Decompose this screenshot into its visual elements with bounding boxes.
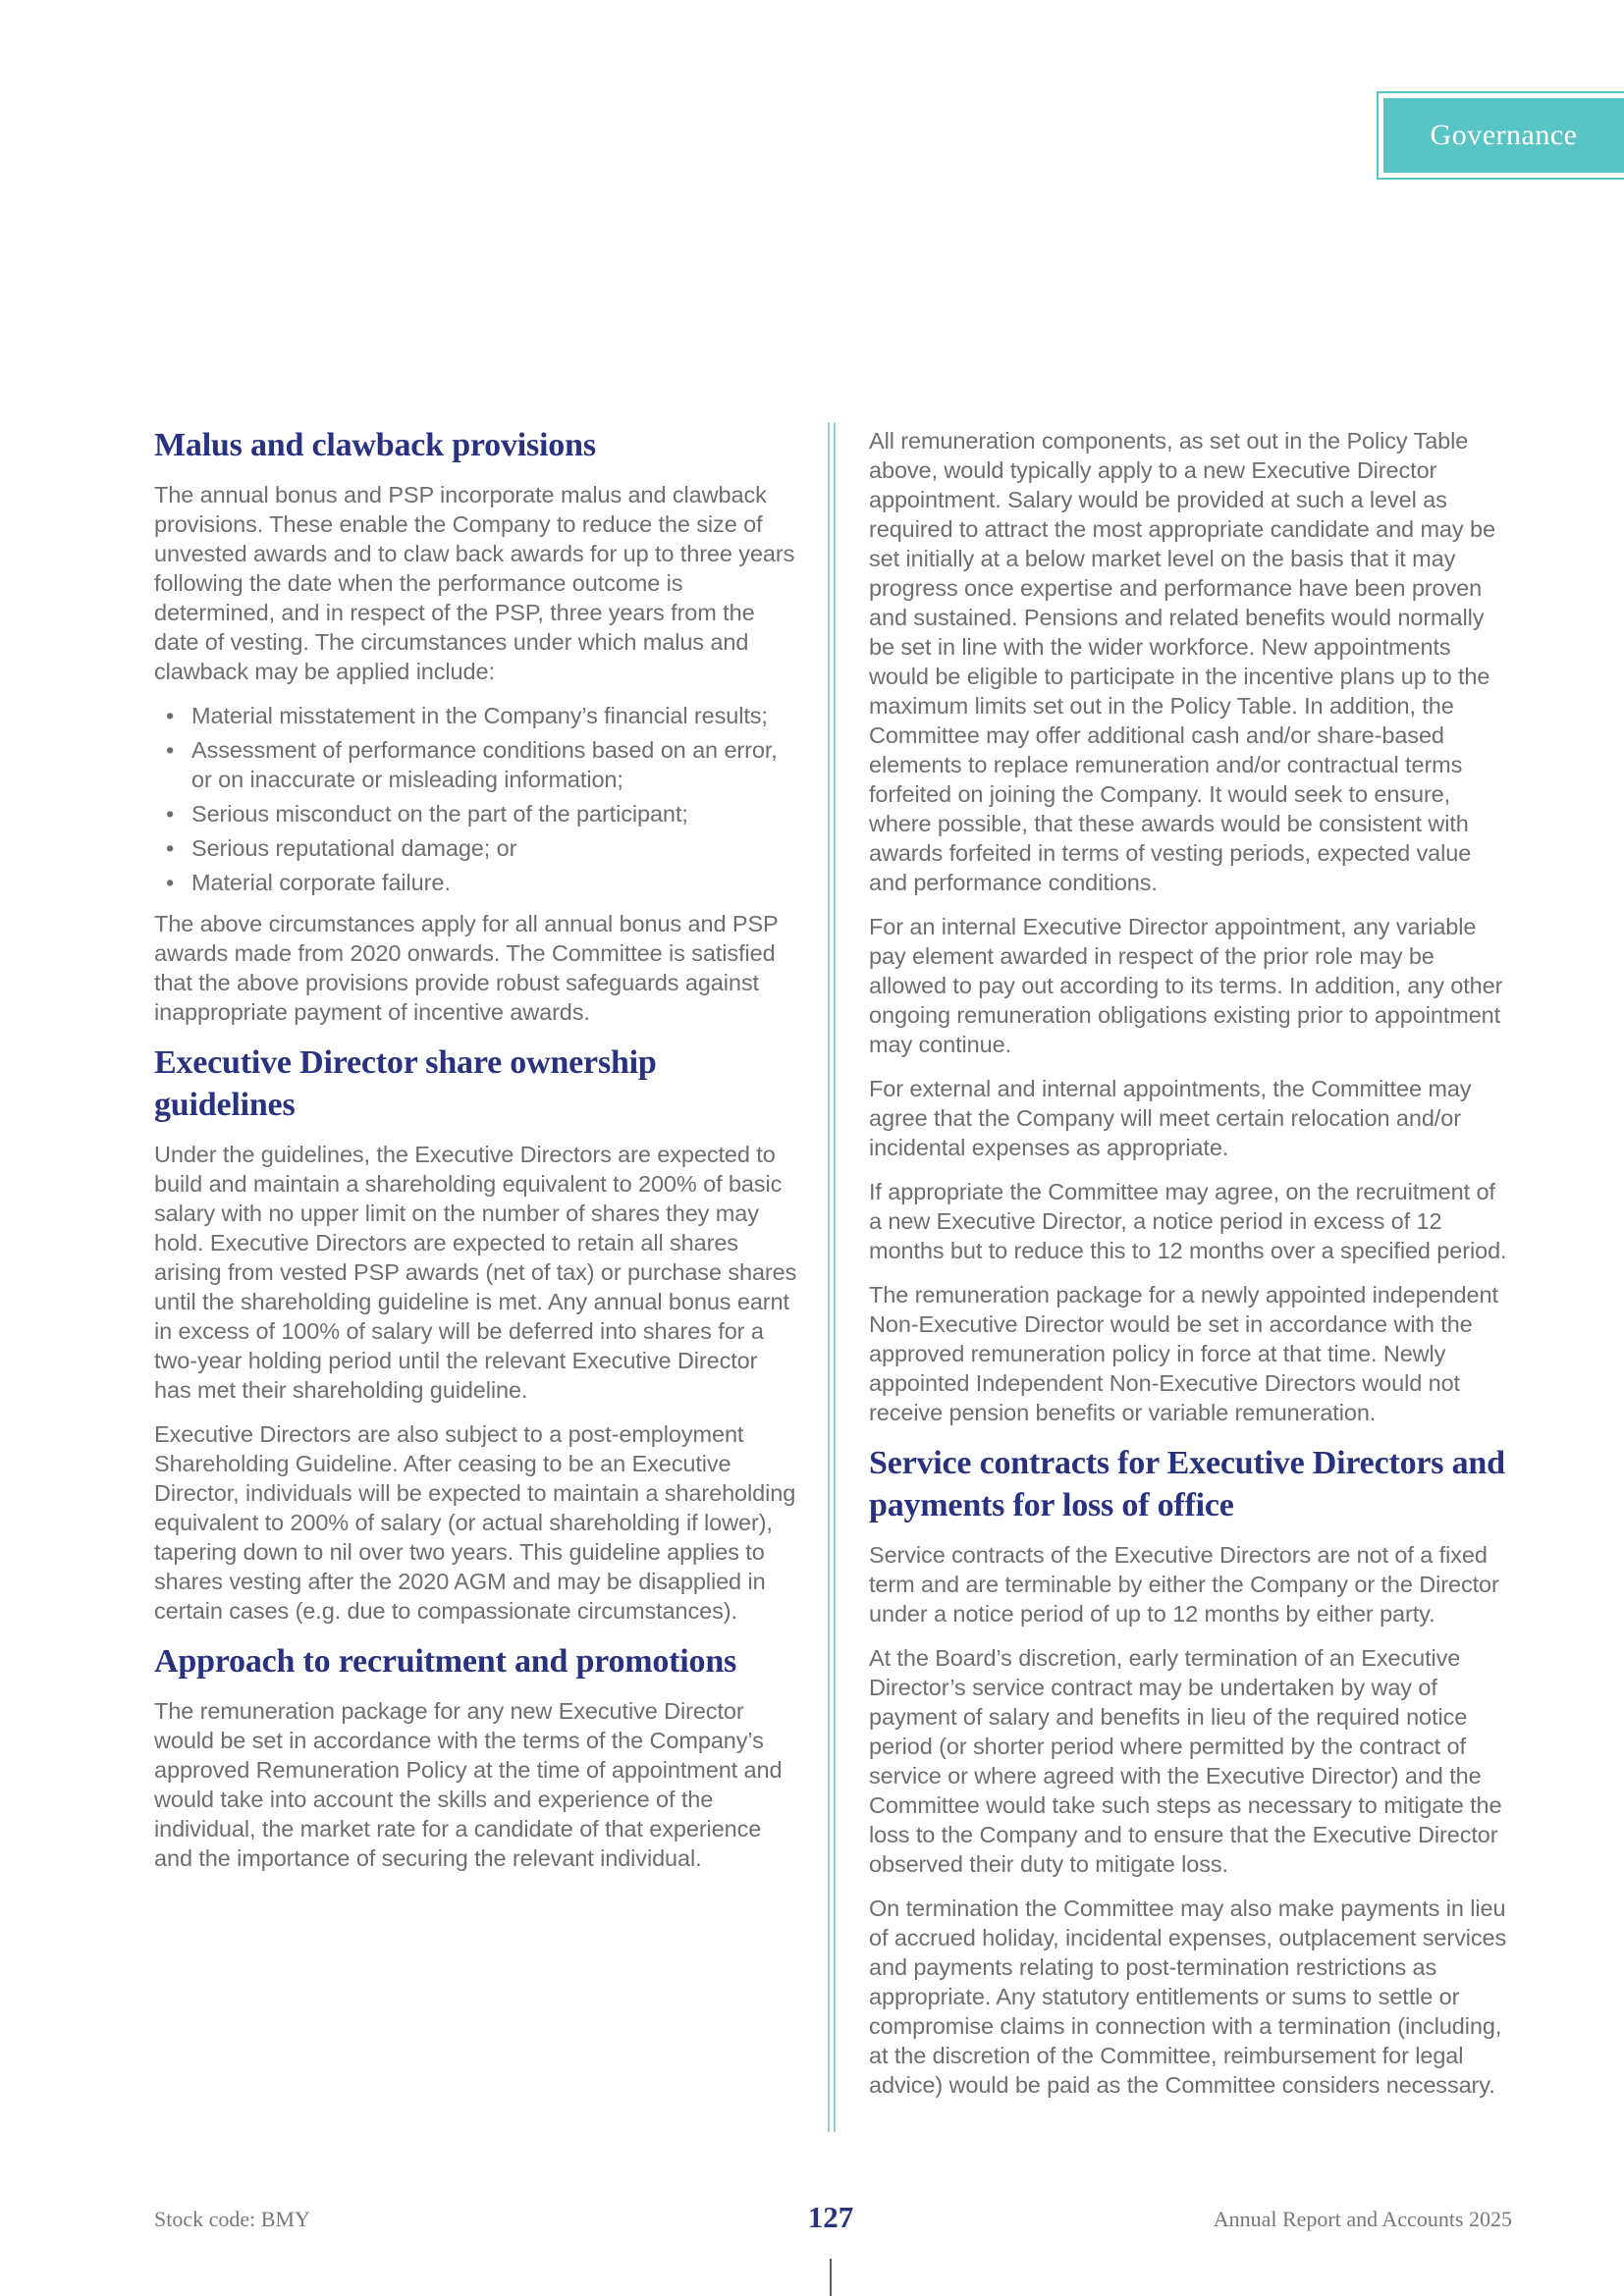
section-service-contracts xyxy=(869,1442,1512,2100)
list-item: • Serious misconduct on the part of the participant; xyxy=(154,799,800,828)
section-recruitment-and-promotions xyxy=(154,1640,800,1873)
paragraph: The remuneration package for a newly appointed independent Non-Executive Director would be set in accordance with the approved remuneration policy in force at that time. Newly appointed Independent Non-Executive Directors would not receive pension benefits or variable remuneration. xyxy=(869,1282,1498,1425)
section-heading-share-ownership: Executive Director share ownership guidelines xyxy=(154,1044,657,1123)
footer-report-title: Annual Report and Accounts 2025 xyxy=(1213,2207,1512,2231)
section-heading-recruitment: Approach to recruitment and promotions xyxy=(154,1643,737,1680)
governance-tab-label: Governance xyxy=(1383,98,1624,173)
footer-tick-mark xyxy=(830,2259,832,2296)
paragraph: On termination the Committee may also make payments in lieu of accrued holiday, incidental expenses, outplacement services and payments relating to post-termination restrictions as appropriate. Any statutory entitlements or sums to settle or compromise claims in connection with a termination (including, at the discretion of the Committee, reimbursement for legal advice) would be paid as the Committee considers necessary. xyxy=(869,1896,1507,2098)
paragraph: At the Board’s discretion, early termination of an Executive Director’s service contract may be undertaken by way of payment of salary and benefits in lieu of the required notice period (or shorter period where permitted by the contract of service or where agreed with the Executive Director) and the Committee would take such steps as necessary to mitigate the loss to the Company and to ensure that the Executive Director observed their duty to mitigate loss. xyxy=(869,1645,1502,1877)
paragraph: If appropriate the Committee may agree, on the recruitment of a new Executive Director, a notice period in excess of 12 months but to reduce this to 12 months over a specified period. xyxy=(869,1179,1507,1263)
paragraph: The annual bonus and PSP incorporate malus and clawback provisions. These enable the Company to reduce the size of unvested awards and to claw back awards for up to three years following the date when the performance outcome is determined, and in respect of the PSP, three years from the date of vesting. The circumstances under which malus and clawback may be applied include: xyxy=(154,482,795,684)
paragraph: Service contracts of the Executive Directors are not of a fixed term and are terminable by either the Company or the Director under a notice period of up to 12 months by either party. xyxy=(869,1542,1499,1627)
section-heading-service-contracts: Service contracts for Executive Directors and payments for loss of office xyxy=(869,1445,1505,1523)
paragraph: The remuneration package for any new Executive Director would be set in accordance with the terms of the Company’s approved Remuneration Policy at the time of appointment and would take into account the skills and experience of the individual, the market rate for a candidate of that experience and the importance of securing the relevant individual. xyxy=(154,1698,783,1871)
section-heading-malus: Malus and clawback provisions xyxy=(154,427,596,463)
paragraph: For external and internal appointments, the Committee may agree that the Company will meet certain relocation and/or incidental expenses as appropriate. xyxy=(869,1076,1472,1160)
governance-section-tab xyxy=(1377,91,1624,180)
list-item: • Assessment of performance conditions based on an error, or on inaccurate or misleading information; xyxy=(154,735,800,794)
section-recruitment-continued xyxy=(869,426,1512,1427)
list-item: • Material misstatement in the Company’s financial results; xyxy=(154,701,800,730)
section-malus-and-clawback xyxy=(154,424,800,1027)
paragraph: Under the guidelines, the Executive Directors are expected to build and maintain a shareholding equivalent to 200% of basic salary with no upper limit on the number of shares they may hold. Executive Directors are expected to retain all shares arising from vested PSP awards (net of tax) or purchase shares until the shareholding guideline is met. Any annual bonus earnt in excess of 100% of salary will be deferred into shares for a two-year holding period until the relevant Executive Director has met their shareholding guideline. xyxy=(154,1142,797,1403)
paragraph: The above circumstances apply for all annual bonus and PSP awards made from 2020 onwards. The Committee is satisfied that the above provisions provide robust safeguards against inappropriate payment of incentive awards. xyxy=(154,911,779,1025)
list-item: • Serious reputational damage; or xyxy=(154,833,800,863)
left-column xyxy=(154,424,800,1888)
malus-bullet-list xyxy=(154,701,800,897)
page-number: 127 xyxy=(807,2200,854,2234)
paragraph: All remuneration components, as set out in the Policy Table above, would typically apply to a new Executive Director appointment. Salary would be provided at such a level as required to attract the most appropriate candidate and may be set initially at a below market level on the basis that it may progress once expertise and performance have been proven and sustained. Pensions and related benefits would normally be set in line with the wider workforce. New appointments would be eligible to participate in the incentive plans up to the maximum limits set out in the Policy Table. In addition, the Committee may offer additional cash and/or share-based elements to replace remuneration and/or contractual terms forfeited on joining the Company. It would seek to ensure, where possible, that these awards would be consistent with awards forfeited in terms of vesting periods, expected value and performance conditions. xyxy=(869,428,1495,895)
section-share-ownership-guidelines xyxy=(154,1041,800,1626)
list-item: • Material corporate failure. xyxy=(154,868,800,897)
column-divider xyxy=(828,422,836,2132)
paragraph: For an internal Executive Director appointment, any variable pay element awarded in respect of the prior role may be allowed to pay out according to its terms. In addition, any other ongoing remuneration obligations existing prior to appointment may continue. xyxy=(869,914,1503,1057)
paragraph: Executive Directors are also subject to a post-employment Shareholding Guideline. After ceasing to be an Executive Director, individuals will be expected to maintain a shareholding equivalent to 200% of salary (or actual shareholding if lower), tapering down to nil over two years. This guideline applies to shares vesting after the 2020 AGM and may be disapplied in certain cases (e.g. due to compassionate circumstances). xyxy=(154,1421,796,1624)
footer-stock-code: Stock code: BMY xyxy=(154,2207,310,2231)
right-column xyxy=(869,426,1512,2114)
